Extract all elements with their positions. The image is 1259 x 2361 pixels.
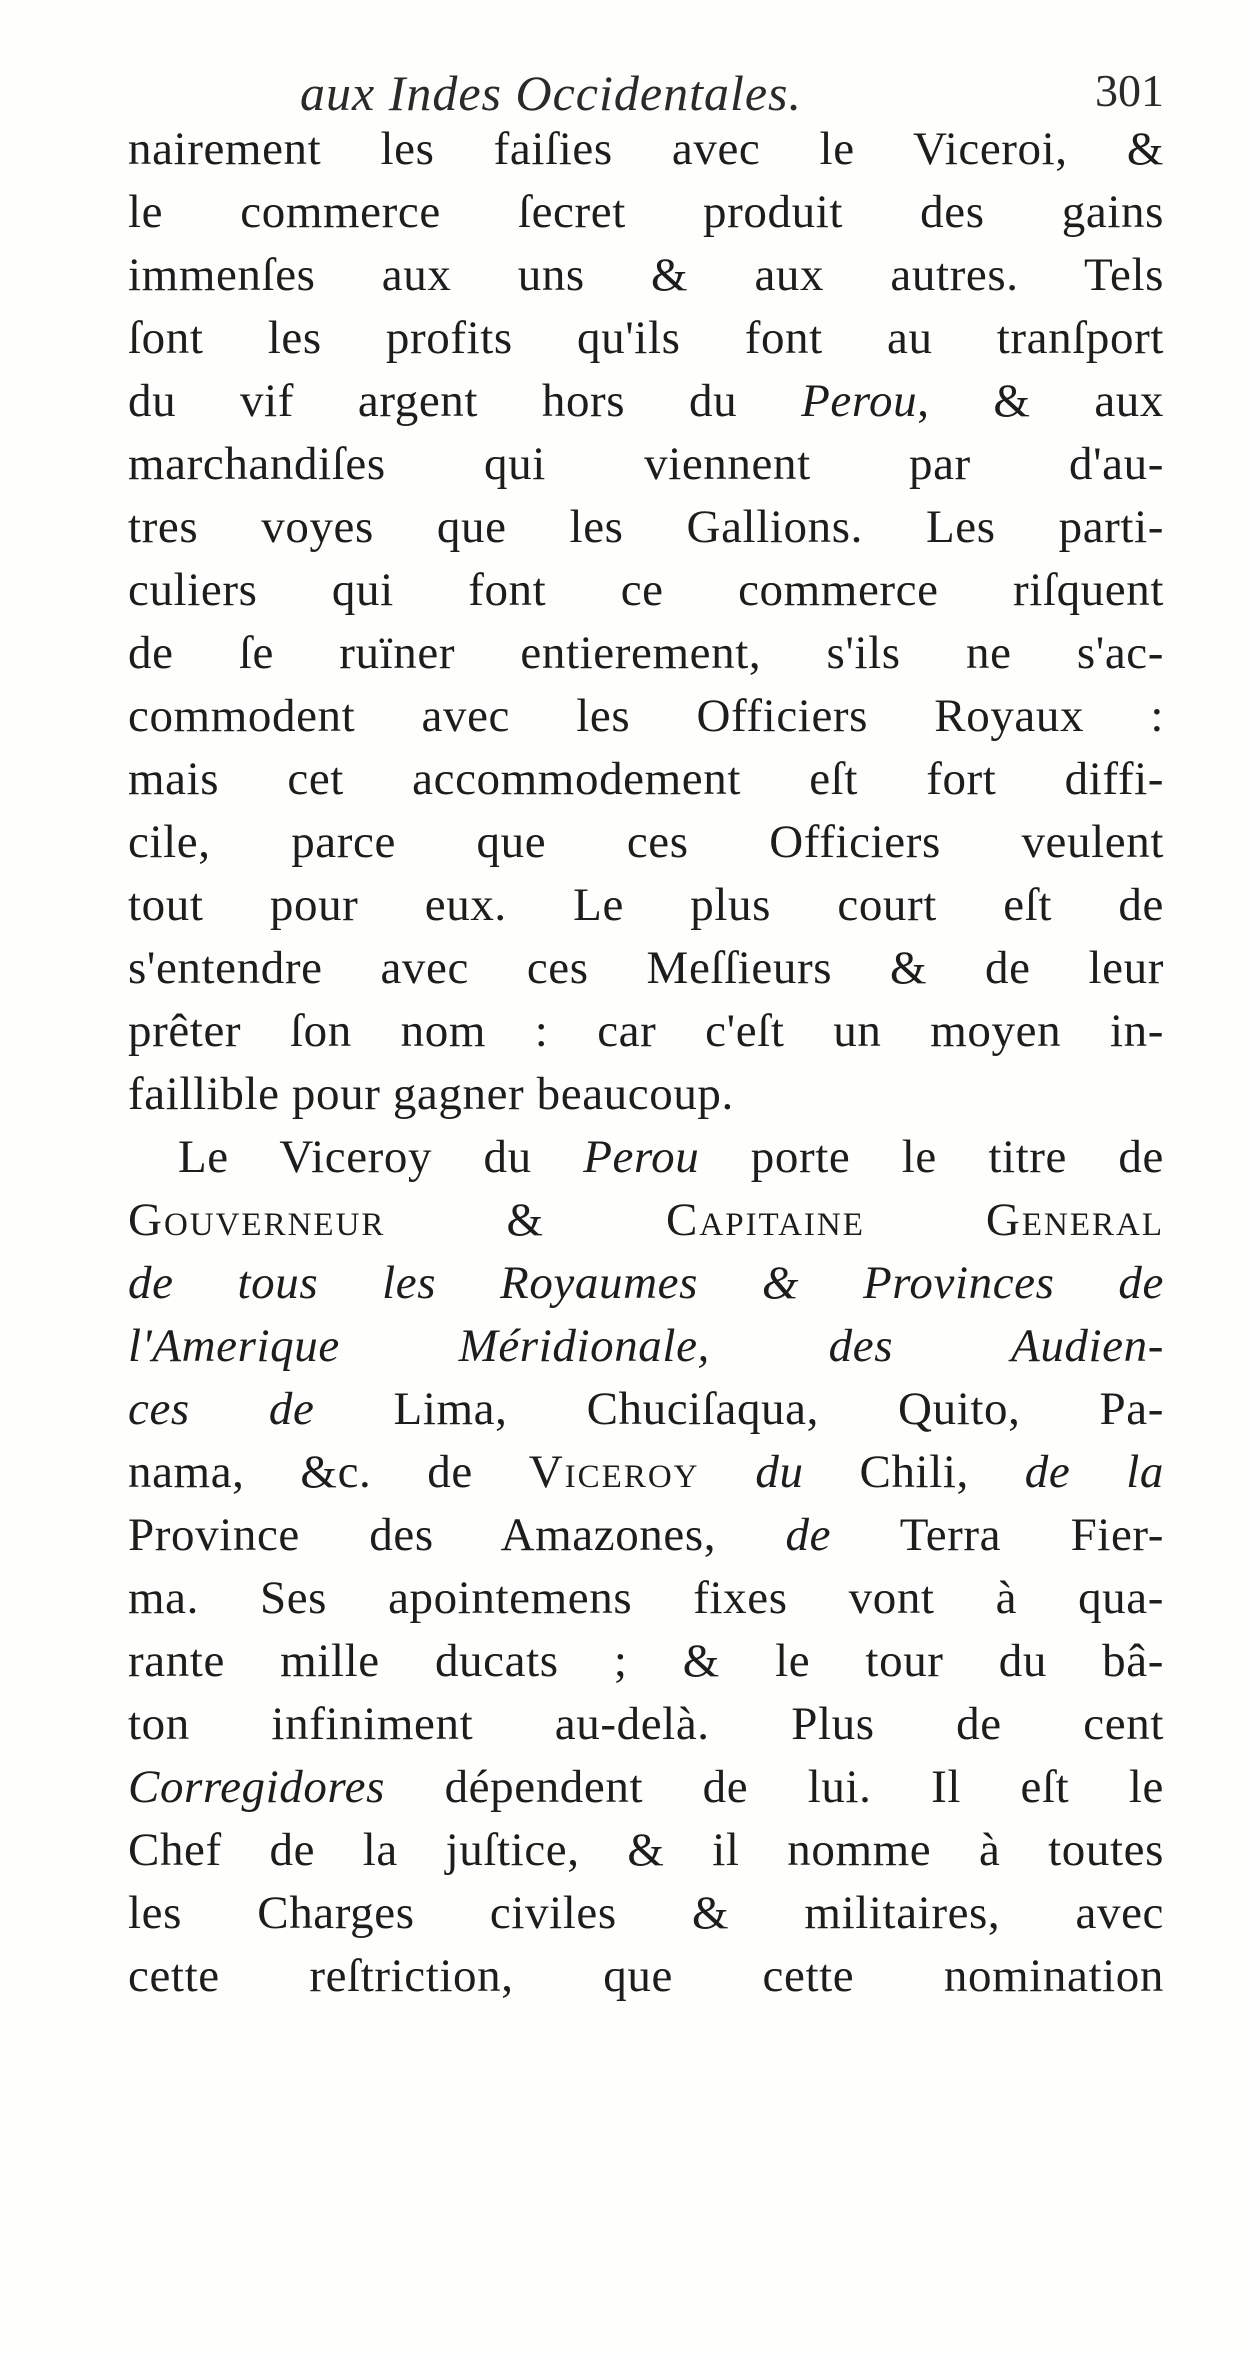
italic-place-name: Perou bbox=[583, 1131, 700, 1183]
text-line: le commerce ſecret produit des gains bbox=[128, 186, 1164, 238]
body-text bbox=[128, 118, 1164, 2008]
text-line: cette reſtriction, que cette nomination bbox=[128, 1950, 1164, 2002]
title-smallcaps-line: Gouverneur & Capitaine General bbox=[128, 1194, 1164, 1246]
text-line: nairement les faiſies avec le Viceroi, & bbox=[128, 123, 1164, 175]
text-line: culiers qui font ce commerce riſquent bbox=[128, 564, 1164, 616]
text-line: commodent avec les Officiers Royaux : bbox=[128, 690, 1164, 742]
text-line: nama, &c. de Viceroy du Chili, de la bbox=[128, 1446, 1164, 1498]
text-line: de ſe ruïner entierement, s'ils ne s'ac- bbox=[128, 627, 1164, 679]
text-line: immenſes aux uns & aux autres. Tels bbox=[128, 249, 1164, 301]
text-line: du vif argent hors du Perou, & aux bbox=[128, 375, 1165, 427]
text-line: prêter ſon nom : car c'eſt un moyen in- bbox=[128, 1005, 1164, 1057]
paragraph-start-line: Le Viceroy du Perou porte le titre de bbox=[178, 1131, 1164, 1183]
text-line: faillible pour gagner beaucoup. bbox=[128, 1068, 734, 1120]
text-line: les Charges civiles & militaires, avec bbox=[128, 1887, 1164, 1939]
text-line: tout pour eux. Le plus court eſt de bbox=[128, 879, 1164, 931]
text-line: cile, parce que ces Officiers veulent bbox=[128, 816, 1164, 868]
text-line: ſont les profits qu'ils font au tranſport bbox=[128, 312, 1164, 364]
text-line: ton infiniment au-delà. Plus de cent bbox=[128, 1698, 1164, 1750]
text-line: marchandiſes qui viennent par d'au- bbox=[128, 438, 1164, 490]
text-line: mais cet accommodement eſt fort diffi- bbox=[128, 753, 1164, 805]
smallcaps-viceroy: Viceroy bbox=[528, 1446, 700, 1498]
text-line: Chef de la juſtice, & il nomme à toutes bbox=[128, 1824, 1164, 1876]
text-line: ces de Lima, Chuciſaqua, Quito, Pa- bbox=[128, 1383, 1164, 1435]
text-line: Corregidores dépendent de lui. Il eſt le bbox=[128, 1761, 1164, 1813]
italic-line: l'Amerique Méridionale, des Audien- bbox=[128, 1320, 1164, 1372]
text-line: Province des Amazones, de Terra Fier- bbox=[128, 1509, 1164, 1561]
text-line: s'entendre avec ces Meſſieurs & de leur bbox=[128, 942, 1164, 994]
text-line: tres voyes que les Gallions. Les parti- bbox=[128, 501, 1164, 553]
page-number: 301 bbox=[1095, 65, 1164, 116]
running-title: aux Indes Occidentales. bbox=[300, 65, 803, 121]
italic-line: de tous les Royaumes & Provinces de bbox=[128, 1257, 1164, 1309]
italic-place-name: Perou bbox=[801, 375, 918, 427]
italic-term: Corregidores bbox=[128, 1761, 386, 1813]
text-line: ma. Ses apointemens fixes vont à qua- bbox=[128, 1572, 1164, 1624]
text-line: rante mille ducats ; & le tour du bâ- bbox=[128, 1635, 1164, 1687]
